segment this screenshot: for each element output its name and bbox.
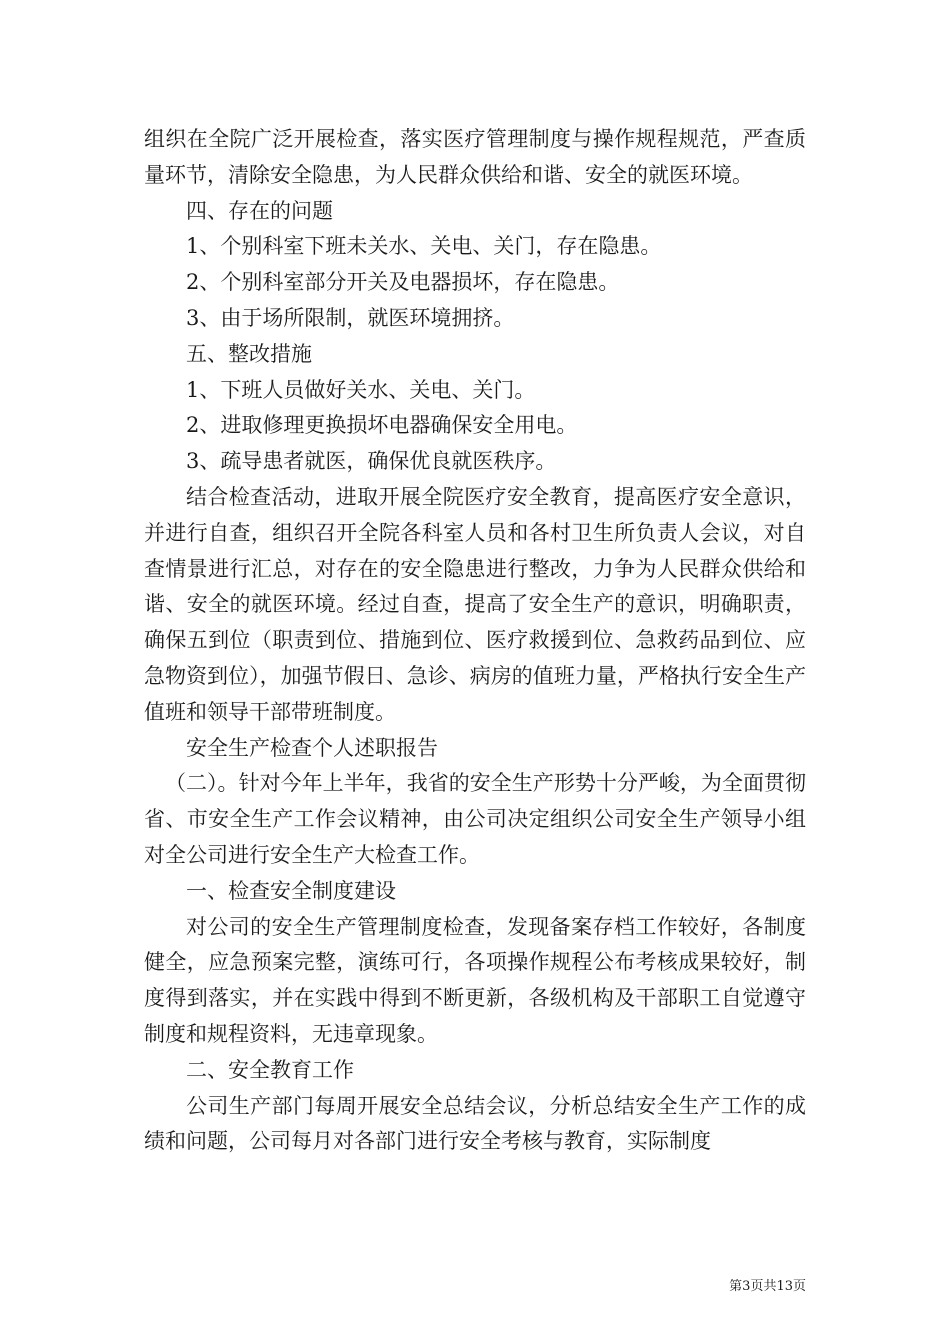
report-title: 安全生产检查个人述职报告 [186,735,438,760]
section-heading-problems: 四、存在的问题 [186,198,333,223]
section-heading-system: 一、检查安全制度建设 [186,878,396,903]
list-item: 3、由于场所限制，就医环境拥挤。 [186,305,515,330]
list-item: 1、个别科室下班未关水、关电、关门，存在隐患。 [186,234,662,259]
body-paragraph: 公司生产部门每周开展安全总结会议，分析总结安全生产工作的成绩和问题，公司每月对各部门进行安全考核与教育，实际制度 [144,1093,806,1154]
list-item: 2、个别科室部分开关及电器损坏，存在隐患。 [186,270,620,295]
section-heading-education: 二、安全教育工作 [186,1057,354,1082]
section-heading-measures: 五、整改措施 [186,341,312,366]
body-paragraph: （二）。针对今年上半年，我省的安全生产形势十分严峻，为全面贯彻省、市安全生产工作会议精神，由公司决定组织公司安全生产领导小组对全公司进行安全生产大检查工作。 [144,771,806,867]
list-item: 1、下班人员做好关水、关电、关门。 [186,377,536,402]
paragraph-continuation: 组织在全院广泛开展检查，落实医疗管理制度与操作规程规范，严查质量环节，清除安全隐患，为人民群众供给和谐、安全的就医环境。 [144,127,806,187]
list-item: 3、疏导患者就医，确保优良就医秩序。 [186,449,557,474]
document-body [144,122,806,1160]
page-number: 第3页共13页 [729,1279,806,1294]
body-paragraph: 对公司的安全生产管理制度检查，发现备案存档工作较好，各制度健全，应急预案完整，演练可行，各项操作规程公布考核成果较好，制度得到落实，并在实践中得到不断更新，各级机构及干部职工自觉遵守制度和规程资料，无违章现象。 [144,914,806,1046]
body-paragraph: 结合检查活动，进取开展全院医疗安全教育，提高医疗安全意识，并进行自查，组织召开全院各科室人员和各村卫生所负责人会议，对自查情景进行汇总，对存在的安全隐患进行整改，力争为人民群众供给和谐、安全的就医环境。经过自查，提高了安全生产的意识，明确职责，确保五到位（职责到位、措施到位、医疗救援到位、急救药品到位、应急物资到位），加强节假日、急诊、病房的值班力量，严格执行安全生产值班和领导干部带班制度。 [144,484,806,724]
list-item: 2、进取修理更换损坏电器确保安全用电。 [186,413,578,438]
